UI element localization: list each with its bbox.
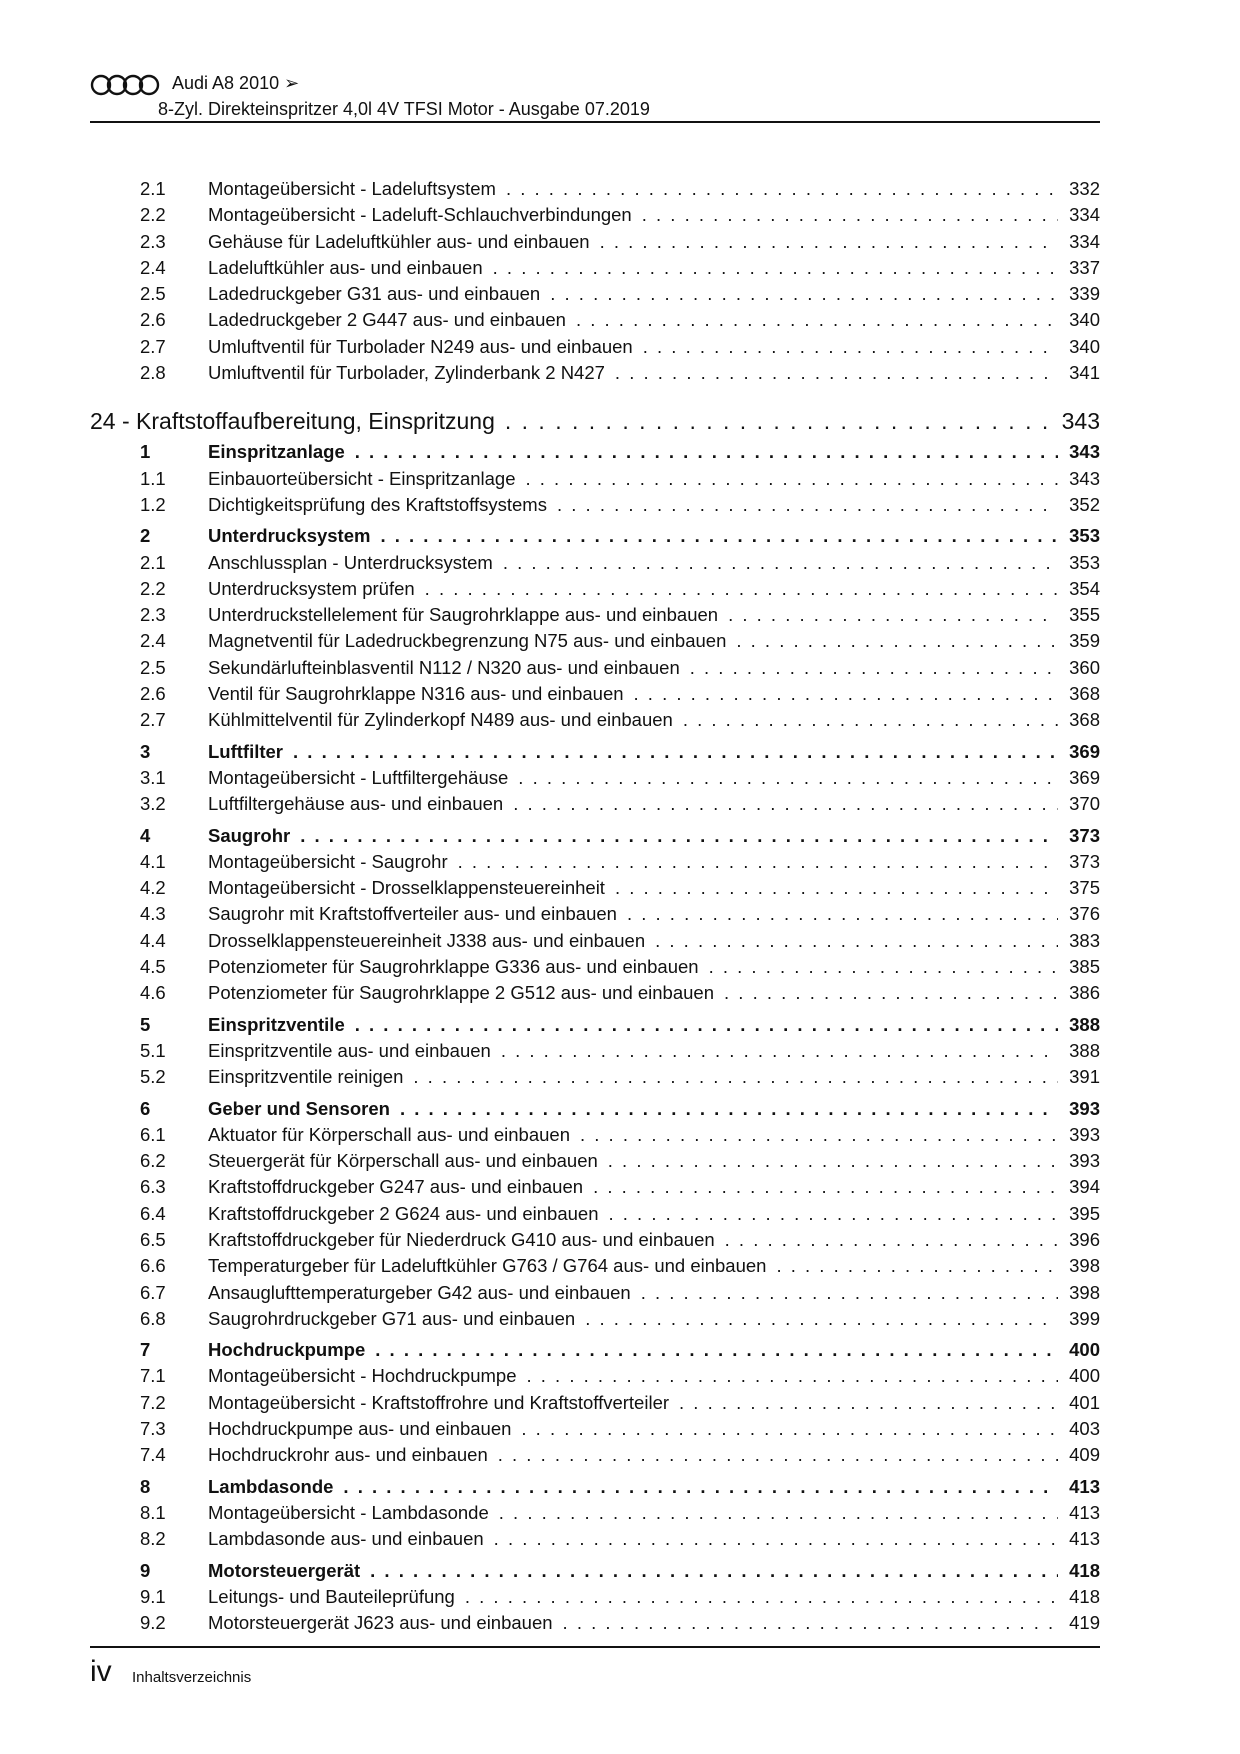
- table-of-contents: [90, 176, 1100, 1636]
- toc-page-number: 398: [1069, 1281, 1100, 1303]
- toc-entry[interactable]: [90, 1201, 1100, 1227]
- toc-page-number: 337: [1069, 256, 1100, 278]
- toc-number: 2.2: [140, 577, 166, 599]
- toc-number: 7.1: [140, 1365, 166, 1387]
- toc-entry[interactable]: [90, 1610, 1100, 1636]
- toc-chapter[interactable]: [90, 386, 1100, 434]
- toc-page-number: 353: [1069, 551, 1100, 573]
- toc-title: Motorsteuergerät: [208, 1559, 361, 1581]
- toc-title: Saugrohr mit Kraftstoffverteiler aus- und einbauen: [208, 903, 617, 925]
- toc-leader-dots: [498, 1442, 1058, 1468]
- toc-entry[interactable]: [90, 360, 1100, 386]
- toc-number: 6.2: [140, 1150, 166, 1172]
- toc-leader-dots: [709, 954, 1058, 980]
- toc-leader-dots: [580, 1122, 1058, 1148]
- toc-title: Ventil für Saugrohrklappe N316 aus- und einbauen: [208, 683, 624, 705]
- toc-page-number: 370: [1069, 793, 1100, 815]
- toc-page-number: 352: [1069, 493, 1100, 515]
- toc-title: Kühlmittelventil für Zylinderkopf N489 aus- und einbauen: [208, 709, 673, 731]
- toc-number: 6.1: [140, 1123, 166, 1145]
- toc-page-number: 395: [1069, 1202, 1100, 1224]
- toc-title: Ansauglufttemperaturgeber G42 aus- und einbauen: [208, 1281, 631, 1303]
- toc-number: 4.3: [140, 903, 166, 925]
- toc-number: 1: [140, 441, 151, 463]
- toc-leader-dots: [343, 1474, 1058, 1500]
- toc-title: Drosselklappensteuereinheit J338 aus- und einbauen: [208, 929, 646, 951]
- toc-page-number: 413: [1069, 1528, 1100, 1550]
- toc-entry[interactable]: [90, 765, 1100, 791]
- toc-entry[interactable]: [90, 681, 1100, 707]
- toc-leader-dots: [563, 1610, 1058, 1636]
- toc-page-number: 360: [1069, 656, 1100, 678]
- toc-number: 9: [140, 1559, 151, 1581]
- toc-number: 4.1: [140, 850, 166, 872]
- toc-number: 7.2: [140, 1391, 166, 1413]
- toc-number: 5.1: [140, 1039, 166, 1061]
- toc-entry[interactable]: [90, 176, 1100, 202]
- toc-title: Saugrohr: [208, 824, 291, 846]
- toc-number: 2.2: [140, 204, 166, 226]
- toc-number: 6.3: [140, 1176, 166, 1198]
- toc-leader-dots: [728, 602, 1058, 628]
- toc-entry[interactable]: [90, 901, 1100, 927]
- toc-entry[interactable]: [90, 1280, 1100, 1306]
- toc-leader-dots: [293, 739, 1058, 765]
- toc-title: Motorsteuergerät J623 aus- und einbauen: [208, 1612, 553, 1634]
- toc-entry[interactable]: [90, 466, 1100, 492]
- toc-page-number: 388: [1069, 1013, 1100, 1035]
- toc-number: 2.7: [140, 709, 166, 731]
- toc-entry[interactable]: [90, 655, 1100, 681]
- toc-title: Temperaturgeber für Ladeluftkühler G763 / G764 aus- und einbauen: [208, 1255, 767, 1277]
- toc-section[interactable]: [90, 1012, 1100, 1038]
- toc-number: 3.2: [140, 793, 166, 815]
- toc-entry[interactable]: [90, 1306, 1100, 1332]
- toc-number: 2.3: [140, 604, 166, 626]
- toc-title: Saugrohrdruckgeber G71 aus- und einbauen: [208, 1307, 576, 1329]
- toc-page-number: 368: [1069, 709, 1100, 731]
- toc-page-number: 401: [1069, 1391, 1100, 1413]
- toc-title: Aktuator für Körperschall aus- und einbauen: [208, 1123, 570, 1145]
- toc-section[interactable]: [90, 739, 1100, 765]
- toc-title: Hochdruckpumpe: [208, 1339, 366, 1361]
- toc-entry[interactable]: [90, 1363, 1100, 1389]
- toc-page-number: 341: [1069, 362, 1100, 384]
- header-brand: Audi A8 2010 ➢: [172, 73, 300, 93]
- toc-title: Einbauorteübersicht - Einspritzanlage: [208, 467, 516, 489]
- toc-leader-dots: [370, 1558, 1058, 1584]
- toc-number: 2.3: [140, 230, 166, 252]
- toc-entry[interactable]: [90, 1526, 1100, 1552]
- toc-title: Einspritzventile aus- und einbauen: [208, 1039, 491, 1061]
- toc-page-number: 409: [1069, 1444, 1100, 1466]
- toc-page-number: 332: [1069, 178, 1100, 199]
- toc-title: Lambdasonde aus- und einbauen: [208, 1528, 484, 1550]
- toc-title: Lambdasonde: [208, 1475, 334, 1497]
- toc-number: 6.5: [140, 1228, 166, 1250]
- toc-number: 7.3: [140, 1418, 166, 1440]
- toc-number: 9.2: [140, 1612, 166, 1634]
- toc-entry[interactable]: [90, 1174, 1100, 1200]
- toc-page-number: 373: [1069, 850, 1100, 872]
- toc-entry[interactable]: [90, 202, 1100, 228]
- toc-page-number: 334: [1069, 230, 1100, 252]
- toc-leader-dots: [506, 176, 1058, 202]
- toc-section[interactable]: [90, 1337, 1100, 1363]
- toc-title: Montageübersicht - Saugrohr: [208, 850, 448, 872]
- toc-number: 3: [140, 740, 151, 762]
- toc-title: Ladeluftkühler aus- und einbauen: [208, 256, 483, 278]
- toc-leader-dots: [400, 1096, 1058, 1122]
- toc-entry[interactable]: [90, 229, 1100, 255]
- toc-entry[interactable]: [90, 954, 1100, 980]
- toc-title: Kraftstoffdruckgeber 2 G624 aus- und einbauen: [208, 1202, 599, 1224]
- toc-page-number: 418: [1069, 1559, 1100, 1581]
- footer-page-number: iv: [90, 1655, 112, 1688]
- toc-title: Ladedruckgeber G31 aus- und einbauen: [208, 283, 541, 305]
- toc-page-number: 398: [1069, 1255, 1100, 1277]
- toc-leader-dots: [642, 202, 1058, 228]
- toc-title: Kraftstoffdruckgeber für Niederdruck G410 aus- und einbauen: [208, 1228, 715, 1250]
- toc-leader-dots: [493, 255, 1058, 281]
- toc-leader-dots: [641, 1280, 1058, 1306]
- toc-page-number: 343: [1069, 467, 1100, 489]
- toc-entry[interactable]: [90, 602, 1100, 628]
- toc-entry[interactable]: [90, 334, 1100, 360]
- toc-leader-dots: [655, 928, 1058, 954]
- toc-number: 6.6: [140, 1255, 166, 1277]
- toc-leader-dots: [355, 1012, 1058, 1038]
- toc-page-number: 393: [1069, 1150, 1100, 1172]
- toc-section[interactable]: [90, 1474, 1100, 1500]
- toc-entry[interactable]: [90, 1442, 1100, 1468]
- toc-leader-dots: [776, 1253, 1058, 1279]
- toc-leader-dots: [608, 1201, 1058, 1227]
- toc-leader-dots: [725, 1227, 1058, 1253]
- toc-number: 1.1: [140, 467, 166, 489]
- toc-entry[interactable]: [90, 307, 1100, 333]
- toc-leader-dots: [300, 823, 1058, 849]
- toc-title: Hochdruckrohr aus- und einbauen: [208, 1444, 488, 1466]
- toc-page-number: 369: [1069, 766, 1100, 788]
- page-header: [90, 70, 1100, 122]
- toc-leader-dots: [513, 791, 1058, 817]
- toc-entry[interactable]: [90, 1038, 1100, 1064]
- toc-title: Umluftventil für Turbolader, Zylinderbank 2 N427: [208, 362, 605, 384]
- toc-title: Montageübersicht - Ladeluftsystem: [208, 178, 496, 199]
- toc-number: 6.8: [140, 1307, 166, 1329]
- toc-number: 2.6: [140, 309, 166, 331]
- toc-title: Hochdruckpumpe aus- und einbauen: [208, 1418, 512, 1440]
- toc-entry[interactable]: [90, 1064, 1100, 1090]
- toc-title: Kraftstoffdruckgeber G247 aus- und einbauen: [208, 1176, 584, 1198]
- toc-title: Ladedruckgeber 2 G447 aus- und einbauen: [208, 309, 566, 331]
- toc-page-number: 339: [1069, 283, 1100, 305]
- toc-title: Montageübersicht - Hochdruckpumpe: [208, 1365, 517, 1387]
- toc-leader-dots: [465, 1584, 1058, 1610]
- toc-leader-dots: [518, 765, 1058, 791]
- toc-page-number: 400: [1069, 1365, 1100, 1387]
- toc-leader-dots: [380, 523, 1058, 549]
- toc-title: Einspritzventile: [208, 1013, 345, 1035]
- toc-number: 2.1: [140, 551, 166, 573]
- toc-leader-dots: [499, 1500, 1058, 1526]
- toc-entry[interactable]: [90, 707, 1100, 733]
- toc-number: 2.8: [140, 362, 166, 384]
- toc-page-number: 386: [1069, 982, 1100, 1004]
- toc-page-number: 373: [1069, 824, 1100, 846]
- toc-title: Sekundärlufteinblasventil N112 / N320 aus- und einbauen: [208, 656, 680, 678]
- toc-entry[interactable]: [90, 255, 1100, 281]
- toc-number: 6.7: [140, 1281, 166, 1303]
- toc-title: Gehäuse für Ladeluftkühler aus- und einbauen: [208, 230, 590, 252]
- toc-leader-dots: [593, 1174, 1058, 1200]
- toc-title: Leitungs- und Bauteileprüfung: [208, 1585, 455, 1607]
- toc-leader-dots: [600, 229, 1058, 255]
- toc-leader-dots: [690, 655, 1058, 681]
- toc-leader-dots: [503, 550, 1058, 576]
- toc-title: Potenziometer für Saugrohrklappe 2 G512 aus- und einbauen: [208, 982, 715, 1004]
- toc-number: 6: [140, 1097, 151, 1119]
- toc-number: 2.1: [140, 178, 166, 199]
- audi-rings-icon: [90, 74, 160, 96]
- toc-page-number: 393: [1069, 1097, 1100, 1119]
- toc-page-number: 396: [1069, 1228, 1100, 1250]
- toc-leader-dots: [634, 681, 1058, 707]
- toc-number: 3.1: [140, 766, 166, 788]
- toc-page-number: 383: [1069, 929, 1100, 951]
- footer-divider: [90, 1646, 1100, 1648]
- toc-entry[interactable]: [90, 875, 1100, 901]
- toc-number: 4.6: [140, 982, 166, 1004]
- toc-leader-dots: [425, 576, 1058, 602]
- toc-number: 6.4: [140, 1202, 166, 1224]
- toc-page-number: 376: [1069, 903, 1100, 925]
- toc-leader-dots: [494, 1526, 1058, 1552]
- toc-leader-dots: [527, 1363, 1059, 1389]
- toc-entry[interactable]: [90, 550, 1100, 576]
- toc-page-number: 343: [1069, 441, 1100, 463]
- toc-title: Dichtigkeitsprüfung des Kraftstoffsystems: [208, 493, 547, 515]
- toc-leader-dots: [576, 307, 1058, 333]
- toc-title: Luftfilter: [208, 740, 284, 762]
- toc-page-number: 353: [1069, 525, 1100, 547]
- toc-number: 2: [140, 525, 151, 547]
- toc-number: 2.6: [140, 683, 166, 705]
- toc-entry[interactable]: [90, 281, 1100, 307]
- toc-title: Luftfiltergehäuse aus- und einbauen: [208, 793, 504, 815]
- toc-number: 7.4: [140, 1444, 166, 1466]
- toc-entry[interactable]: [90, 1584, 1100, 1610]
- toc-entry[interactable]: [90, 1122, 1100, 1148]
- toc-leader-dots: [724, 980, 1058, 1006]
- toc-title: Unterdruckstellelement für Saugrohrklappe aus- und einbauen: [208, 604, 719, 626]
- toc-page-number: 391: [1069, 1066, 1100, 1088]
- toc-title: 24 - Kraftstoffaufbereitung, Einspritzung: [90, 408, 495, 435]
- toc-leader-dots: [557, 492, 1058, 518]
- toc-title: Montageübersicht - Kraftstoffrohre und Kraftstoffverteiler: [208, 1391, 670, 1413]
- toc-page-number: 419: [1069, 1612, 1100, 1634]
- toc-number: 2.4: [140, 256, 166, 278]
- toc-leader-dots: [413, 1064, 1058, 1090]
- toc-entry[interactable]: [90, 791, 1100, 817]
- toc-title: Geber und Sensoren: [208, 1097, 390, 1119]
- toc-section[interactable]: [90, 439, 1100, 465]
- toc-leader-dots: [355, 439, 1058, 465]
- toc-page-number: 403: [1069, 1418, 1100, 1440]
- toc-leader-dots: [521, 1416, 1058, 1442]
- toc-entry[interactable]: [90, 1500, 1100, 1526]
- toc-page-number: 418: [1069, 1585, 1100, 1607]
- toc-number: 9.1: [140, 1585, 166, 1607]
- toc-number: 2.5: [140, 656, 166, 678]
- toc-number: 2.7: [140, 335, 166, 357]
- toc-section[interactable]: [90, 523, 1100, 549]
- header-divider: [90, 121, 1100, 123]
- toc-number: 4.5: [140, 956, 166, 978]
- toc-page-number: 375: [1069, 877, 1100, 899]
- toc-leader-dots: [736, 628, 1058, 654]
- toc-leader-dots: [505, 408, 1056, 434]
- toc-page-number: 369: [1069, 740, 1100, 762]
- toc-page-number: 354: [1069, 577, 1100, 599]
- toc-title: Umluftventil für Turbolader N249 aus- und einbauen: [208, 335, 633, 357]
- toc-leader-dots: [375, 1337, 1058, 1363]
- toc-number: 2.4: [140, 630, 166, 652]
- toc-page-number: 343: [1061, 408, 1100, 435]
- toc-page-number: 393: [1069, 1123, 1100, 1145]
- toc-section[interactable]: [90, 823, 1100, 849]
- toc-page-number: 388: [1069, 1039, 1100, 1061]
- toc-number: 7: [140, 1339, 151, 1361]
- toc-leader-dots: [585, 1306, 1058, 1332]
- toc-entry[interactable]: [90, 1390, 1100, 1416]
- toc-leader-dots: [608, 1148, 1058, 1174]
- toc-page-number: 340: [1069, 309, 1100, 331]
- toc-number: 1.2: [140, 493, 166, 515]
- toc-entry[interactable]: [90, 1416, 1100, 1442]
- toc-entry[interactable]: [90, 980, 1100, 1006]
- header-subtitle: 8-Zyl. Direkteinspritzer 4,0l 4V TFSI Motor - Ausgabe 07.2019: [158, 99, 650, 119]
- toc-title: Montageübersicht - Luftfiltergehäuse: [208, 766, 509, 788]
- toc-number: 8.1: [140, 1501, 166, 1523]
- toc-page-number: 399: [1069, 1307, 1100, 1329]
- toc-page-number: 413: [1069, 1475, 1100, 1497]
- toc-title: Anschlussplan - Unterdrucksystem: [208, 551, 493, 573]
- toc-page-number: 334: [1069, 204, 1100, 226]
- toc-title: Montageübersicht - Lambdasonde: [208, 1501, 489, 1523]
- toc-number: 8: [140, 1475, 151, 1497]
- toc-leader-dots: [615, 360, 1058, 386]
- toc-entry[interactable]: [90, 1253, 1100, 1279]
- toc-entry[interactable]: [90, 628, 1100, 654]
- toc-leader-dots: [550, 281, 1058, 307]
- toc-section[interactable]: [90, 1558, 1100, 1584]
- toc-number: 4: [140, 824, 151, 846]
- toc-number: 8.2: [140, 1528, 166, 1550]
- toc-leader-dots: [501, 1038, 1058, 1064]
- toc-page-number: 340: [1069, 335, 1100, 357]
- toc-page-number: 359: [1069, 630, 1100, 652]
- toc-leader-dots: [458, 849, 1058, 875]
- toc-entry[interactable]: [90, 576, 1100, 602]
- toc-title: Montageübersicht - Drosselklappensteuereinheit: [208, 877, 605, 899]
- toc-section[interactable]: [90, 1096, 1100, 1122]
- toc-entry[interactable]: [90, 849, 1100, 875]
- toc-number: 5: [140, 1013, 151, 1035]
- toc-title: Steuergerät für Körperschall aus- und einbauen: [208, 1150, 598, 1172]
- toc-leader-dots: [679, 1390, 1058, 1416]
- toc-number: 4.4: [140, 929, 166, 951]
- toc-page-number: 394: [1069, 1176, 1100, 1198]
- toc-leader-dots: [627, 901, 1058, 927]
- toc-title: Unterdrucksystem prüfen: [208, 577, 415, 599]
- toc-page-number: 355: [1069, 604, 1100, 626]
- toc-page-number: 400: [1069, 1339, 1100, 1361]
- toc-title: Magnetventil für Ladedruckbegrenzung N75 aus- und einbauen: [208, 630, 727, 652]
- toc-leader-dots: [525, 466, 1058, 492]
- toc-title: Potenziometer für Saugrohrklappe G336 aus- und einbauen: [208, 956, 699, 978]
- toc-leader-dots: [683, 707, 1058, 733]
- toc-title: Unterdrucksystem: [208, 525, 371, 547]
- toc-number: 2.5: [140, 283, 166, 305]
- toc-number: 5.2: [140, 1066, 166, 1088]
- toc-entry[interactable]: [90, 492, 1100, 518]
- toc-title: Einspritzanlage: [208, 441, 345, 463]
- toc-title: Montageübersicht - Ladeluft-Schlauchverbindungen: [208, 204, 632, 226]
- toc-leader-dots: [643, 334, 1058, 360]
- footer-label: Inhaltsverzeichnis: [132, 1669, 252, 1686]
- toc-title: Einspritzventile reinigen: [208, 1066, 404, 1088]
- toc-entry[interactable]: [90, 1148, 1100, 1174]
- toc-entry[interactable]: [90, 1227, 1100, 1253]
- toc-leader-dots: [615, 875, 1058, 901]
- toc-page-number: 413: [1069, 1501, 1100, 1523]
- toc-page-number: 385: [1069, 956, 1100, 978]
- toc-number: 4.2: [140, 877, 166, 899]
- toc-page-number: 368: [1069, 683, 1100, 705]
- toc-entry[interactable]: [90, 928, 1100, 954]
